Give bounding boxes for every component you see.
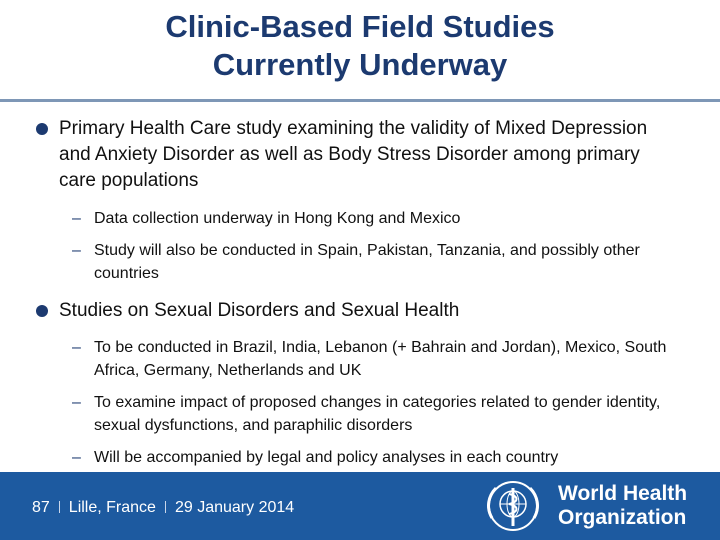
title-line-2: Currently Underway	[212, 47, 508, 82]
sub-bullet-text: Will be accompanied by legal and policy analyses in each country	[94, 449, 559, 466]
page-number: 87	[32, 499, 50, 516]
bullet-sexual-health	[0, 298, 720, 324]
dash-icon: –	[72, 394, 81, 411]
sub-bullet-data-collection	[0, 207, 720, 230]
dash-icon: –	[72, 449, 81, 466]
org-name-line-1: World Health	[558, 482, 688, 505]
footer-info	[32, 498, 294, 518]
dash-icon: –	[72, 242, 81, 259]
sub-bullet-countries	[0, 336, 720, 382]
title-divider	[0, 99, 720, 102]
slide-body	[0, 116, 720, 469]
org-name-line-2: Organization	[558, 506, 687, 529]
bullet-dot-icon	[36, 123, 48, 135]
footer-separator	[165, 501, 166, 513]
bullet-text: Studies on Sexual Disorders and Sexual Health	[59, 300, 460, 321]
sub-bullet-text: To be conducted in Brazil, India, Lebanon (+ Bahrain and Jordan), Mexico, South Africa, Germany, Netherlands and UK	[94, 339, 667, 379]
slide-title	[0, 8, 720, 84]
sub-bullet-text: Data collection underway in Hong Kong and Mexico	[94, 210, 461, 227]
who-emblem-icon	[476, 478, 550, 534]
sub-bullet-text: Study will also be conducted in Spain, Pakistan, Tanzania, and possibly other countries	[94, 242, 640, 282]
footer-date: 29 January 2014	[174, 499, 295, 516]
bullet-dot-icon	[36, 305, 48, 317]
sub-bullet-impact	[0, 391, 720, 437]
dash-icon: –	[72, 210, 81, 227]
title-line-1: Clinic-Based Field Studies	[165, 9, 555, 44]
bullet-text: Primary Health Care study examining the validity of Mixed Depression and Anxiety Disorder as well as Body Stress Disorder among primary care populations	[59, 118, 648, 191]
sub-bullet-text: To examine impact of proposed changes in categories related to gender identity, sexual dysfunctions, and paraphilic disorders	[94, 394, 661, 434]
footer-location: Lille, France	[68, 499, 156, 516]
sub-bullet-other-countries	[0, 239, 720, 285]
who-logo-text	[558, 482, 687, 530]
dash-icon: –	[72, 339, 81, 356]
sub-bullet-legal	[0, 446, 720, 469]
footer-separator	[59, 501, 60, 513]
bullet-primary-care	[0, 116, 720, 194]
